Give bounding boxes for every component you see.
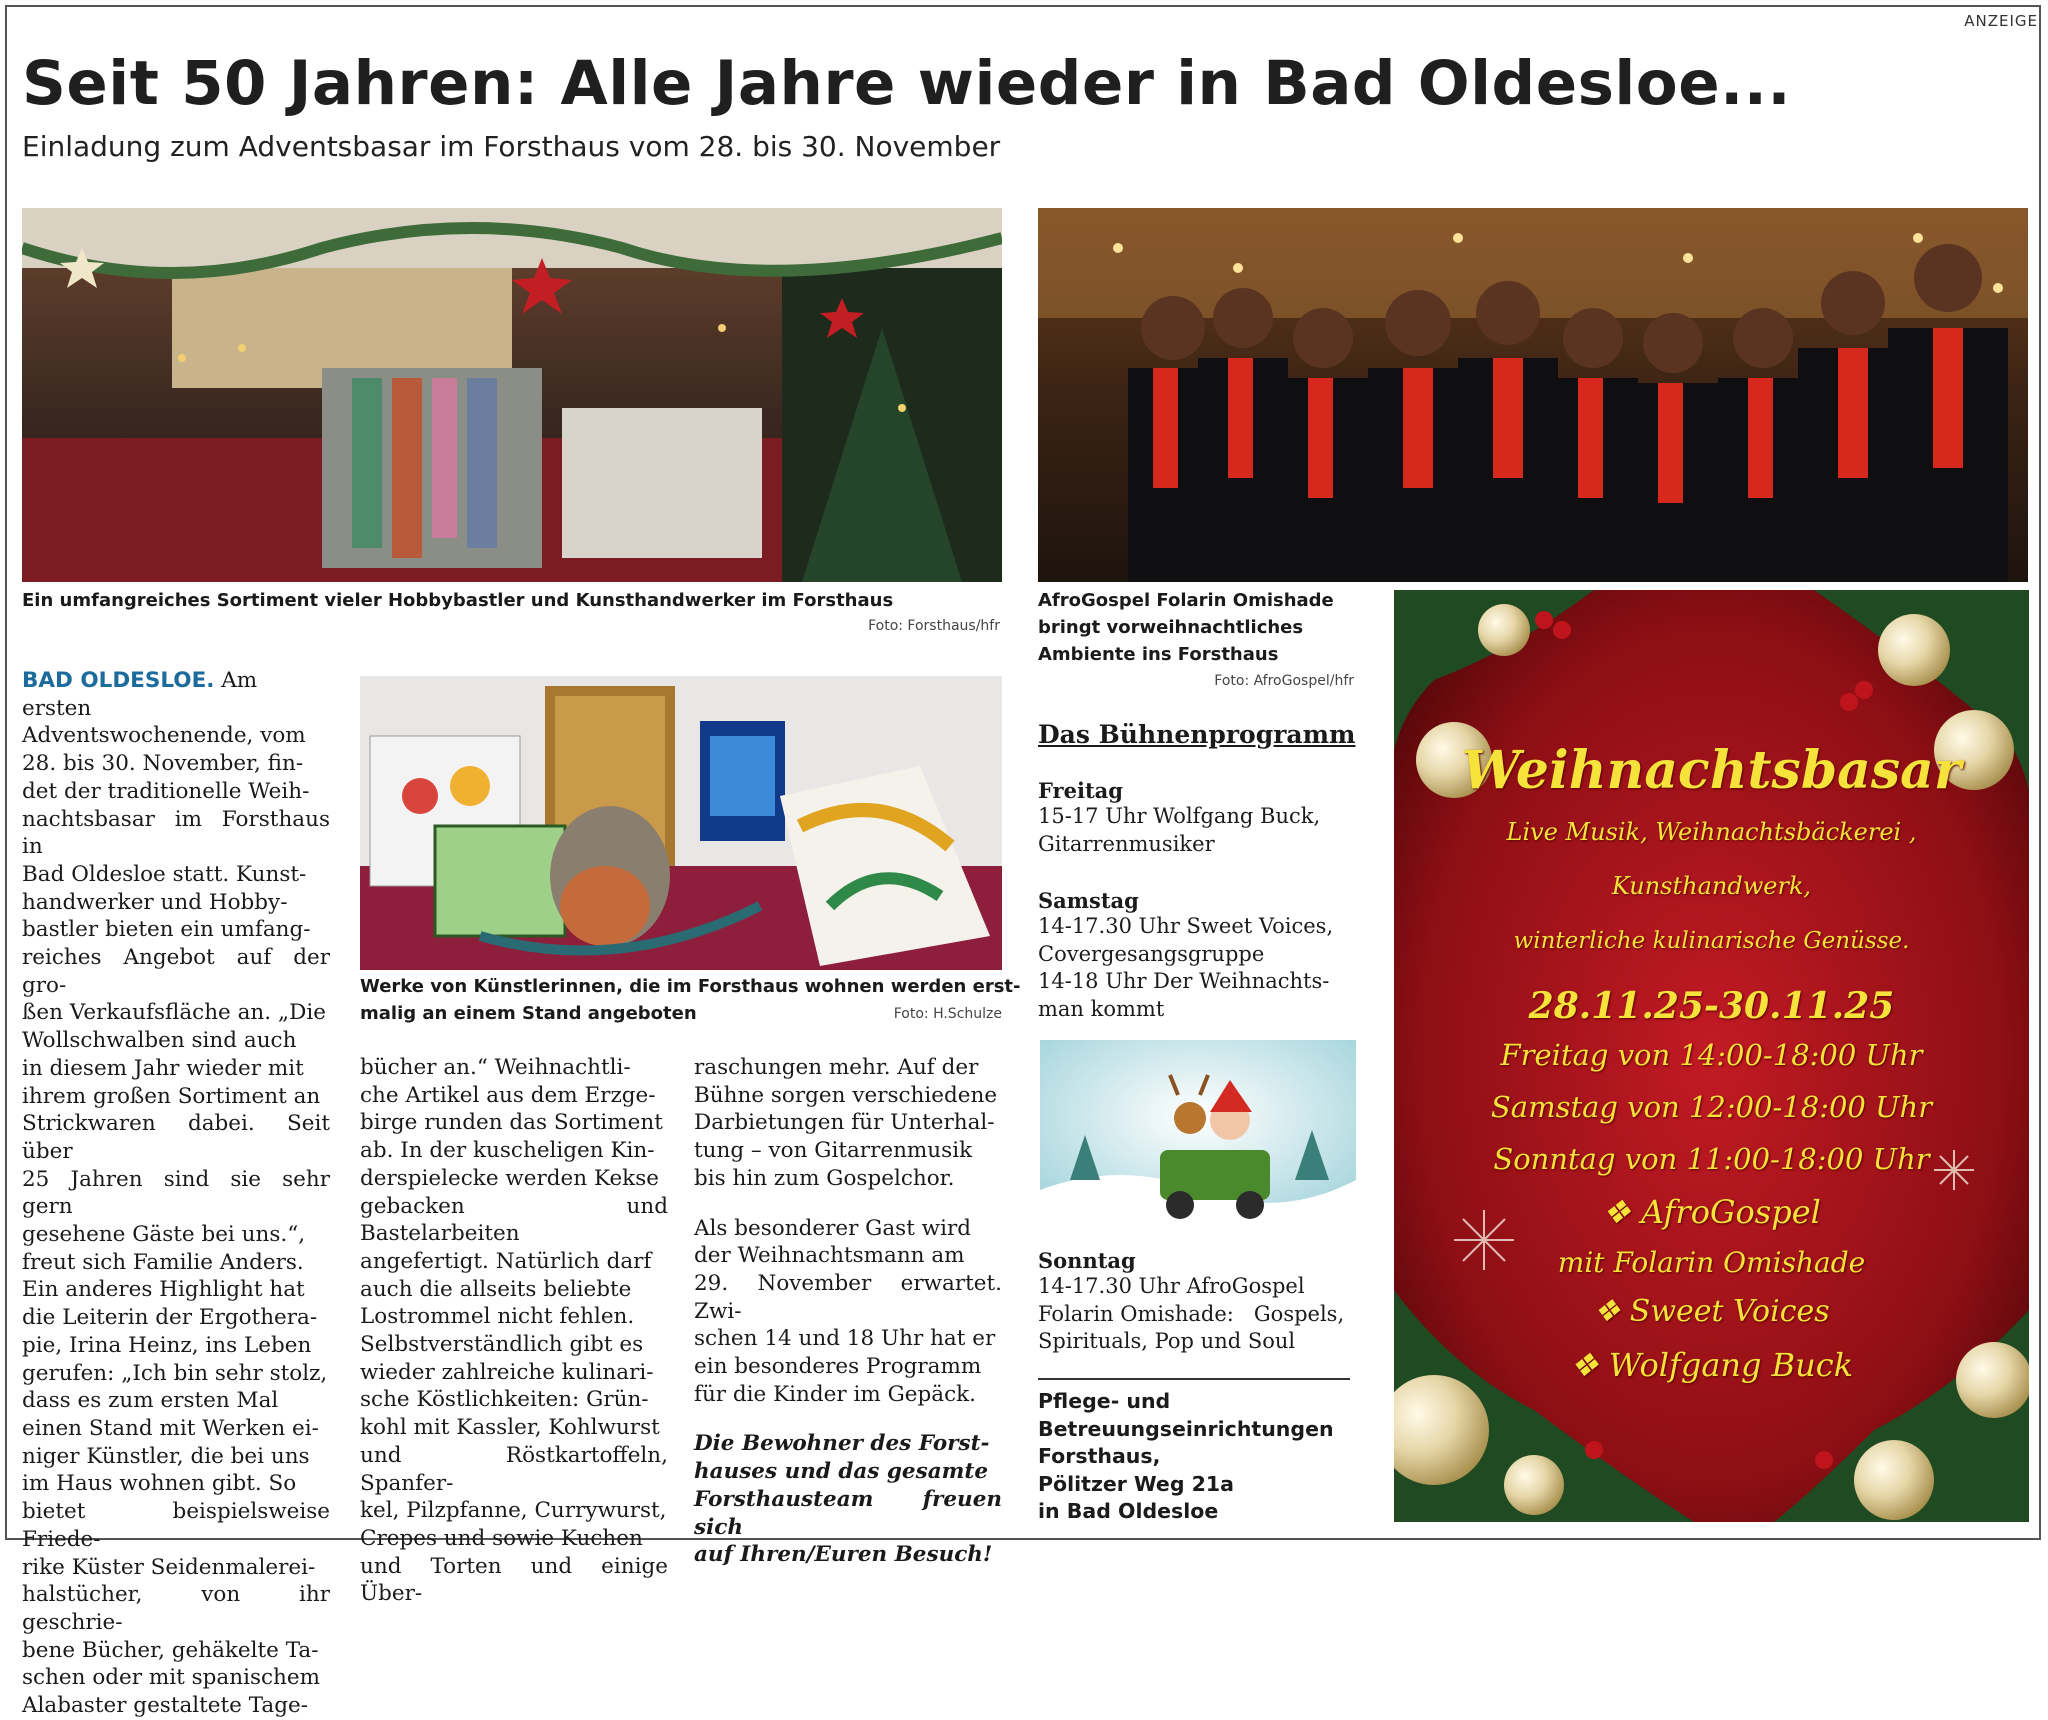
text-line: in diesem Jahr wieder mit [22,1055,304,1081]
address-line: Pölitzer Weg 21a [1038,1471,1235,1496]
text-line: angefertigt. Natürlich darf [360,1248,652,1274]
text-line: der Weihnachtsmann am [694,1243,965,1269]
poster-line: Kunsthandwerk, [1611,872,1812,900]
text-line: niger Künstler, die bei uns [22,1443,310,1469]
program-title: Das Bühnenprogramm [1038,720,1356,749]
market-credit: Foto: Forsthaus/hfr [868,618,1000,634]
text-line: und Torten und einige Über- [360,1553,668,1607]
article-column-3 [694,1054,1002,1569]
text-line: die Leiterin der Ergothera- [22,1305,318,1331]
text-line: bastler bieten ein umfang- [22,917,311,943]
program-day: Samstag [1038,888,1139,913]
diamond-bullet-icon: ❖ [1593,1294,1621,1329]
basar-poster [1394,590,2029,1522]
headline: Seit 50 Jahren: Alle Jahre wieder in Bad Oldesloe... [22,48,1792,119]
poster-hours: Samstag von 12:00-18:00 Uhr [1490,1090,1933,1124]
poster-act [1394,1193,2029,1231]
choir-caption-line: Ambiente ins Forsthaus [1038,644,1279,665]
program-day: Freitag [1038,778,1123,803]
text-line: 28. bis 30. November, fin- [22,751,304,777]
choir-caption [1038,587,1334,668]
text-line: handwerker und Hobby- [22,889,288,915]
text-line: det der traditionelle Weih- [22,778,310,804]
text-line: auf Ihren/Euren Besuch! [694,1542,993,1568]
program-line: Gitarrenmusiker [1038,831,1215,856]
text-line: ßen Verkaufsfläche an. „Die [22,1000,326,1026]
program-sunday [1038,1248,1358,1356]
text-line: Als besonderer Gast wird [694,1215,972,1241]
address-line: Pflege- und [1038,1389,1171,1413]
divider [1038,1378,1350,1380]
text-line: einen Stand mit Werken ei- [22,1415,319,1441]
crafts-caption-line: malig an einem Stand angeboten [360,1003,697,1024]
ad-label: ANZEIGE [1964,12,2038,30]
text-line: bietet beispielsweise Friede- [22,1499,330,1552]
poster-title: Weihnachtsbasar [1461,740,1962,801]
poster-act-name: Sweet Voices [1629,1294,1830,1329]
poster-act [1394,1294,2029,1329]
program-line: Covergesangsgruppe [1038,941,1265,966]
text-line: dass es zum ersten Mal [22,1388,279,1414]
text-line: Lostrommel nicht fehlen. [360,1304,635,1330]
choir-caption-line: bringt vorweihnachtliches [1038,617,1304,638]
program-line: 14-17.30 Uhr Sweet Voices, [1038,914,1334,938]
text-line: bis hin zum Gospelchor. [694,1165,955,1191]
poster-act-sub: mit Folarin Omishade [1557,1246,1866,1279]
text-line: bene Bücher, gehäkelte Ta- [22,1637,319,1663]
text-line: und Röstkartoffeln, Spanfer- [360,1442,668,1496]
santa-illustration [1040,1040,1356,1230]
choir-caption-line: AfroGospel Folarin Omishade [1038,590,1334,611]
program-day: Sonntag [1038,1248,1136,1273]
poster-line: Live Musik, Weihnachtsbäckerei , [1506,818,1917,846]
text-line: 25 Jahren sind sie sehr gern [22,1166,330,1220]
text-line: für die Kinder im Gepäck. [694,1381,976,1407]
crafts-photo [360,676,1002,970]
crafts-caption-line: Werke von Künstlerinnen, die im Forsthaus wohnen werden erst- [360,976,1021,997]
text-line: Selbstverständlich gibt es [360,1332,644,1358]
program-line: 14-18 Uhr Der Weihnachts- [1038,969,1330,993]
text-line: Crepes und sowie Kuchen [360,1525,643,1551]
text-line: Strickwaren dabei. Seit über [22,1111,330,1164]
text-line: auch die allseits beliebte [360,1276,632,1302]
text-line: Die Bewohner des Forst- [694,1431,990,1457]
address-line: Forsthaus, [1038,1444,1161,1468]
poster-line: winterliche kulinarische Genüsse. [1513,928,1910,954]
text-line: sche Köstlichkeiten: Grün- [360,1387,649,1413]
choir-photo [1038,208,2028,582]
diamond-bullet-icon: ❖ [1602,1193,1631,1231]
diamond-bullet-icon: ❖ [1569,1346,1599,1384]
text-line: Ein anderes Highlight hat [22,1277,305,1303]
text-line: halstücher, von ihr geschrie- [22,1582,330,1635]
text-line: schen 14 und 18 Uhr hat er [694,1326,996,1352]
text-line: im Haus wohnen gibt. So [22,1471,297,1497]
text-line: Darbietungen für Unterhal- [694,1110,995,1136]
subheadline: Einladung zum Adventsbasar im Forsthaus vom 28. bis 30. November [22,130,1001,163]
program-line: Folarin Omishade: Gospels, [1038,1301,1345,1326]
address-block [1038,1388,1358,1526]
program-line: Spirituals, Pop und Soul [1038,1329,1296,1353]
text-line: Forsthausteam freuen sich [694,1486,1002,1540]
text-line: raschungen mehr. Auf der [694,1055,979,1080]
program-line: man kommt [1038,996,1165,1021]
poster-act-name: Wolfgang Buck [1608,1346,1854,1384]
poster-act [1394,1346,2029,1384]
text-line: rike Küster Seidenmalerei- [22,1554,316,1580]
text-line: kohl mit Kassler, Kohlwurst [360,1415,660,1441]
text-line: bücher an.“ Weihnachtli- [360,1055,631,1080]
text-line: gebacken und Bastelarbeiten [360,1193,668,1247]
poster-hours: Freitag von 14:00-18:00 Uhr [1500,1038,1923,1072]
text-line: Alabaster gestaltete Tage- [22,1693,308,1719]
text-line: reiches Angebot auf der gro- [22,945,330,998]
text-line: wieder zahlreiche kulinari- [360,1359,654,1385]
poster-hours: Sonntag von 11:00-18:00 Uhr [1493,1142,1930,1176]
text-line: gesehene Gäste bei uns.“, [22,1222,306,1248]
text-line: Bad Oldesloe statt. Kunst- [22,861,307,887]
text-line: 29. November erwartet. Zwi- [694,1270,1002,1324]
text-line: kel, Pilzpfanne, Currywurst, [360,1498,667,1524]
text-line: Bühne sorgen verschiedene [694,1082,998,1108]
program-line: 15-17 Uhr Wolfgang Buck, [1038,804,1321,828]
text-line: Adventswochenende, vom [22,723,306,749]
poster-dates: 28.11.25-30.11.25 [1528,985,1895,1027]
address-line: Betreuungseinrichtungen [1038,1416,1334,1441]
text-line: hauses und das gesamte [694,1459,989,1485]
text-line: nachtsbasar im Forsthaus in [22,806,330,860]
text-line: tung – von Gitarrenmusik [694,1138,973,1164]
text-line: gerufen: „Ich bin sehr stolz, [22,1360,328,1386]
text-line: birge runden das Sortiment [360,1110,663,1136]
text-line: schen oder mit spanischem [22,1665,320,1691]
text-line: ab. In der kuscheligen Kin- [360,1138,655,1164]
program-friday [1038,778,1358,858]
text-line: ihrem großen Sortiment an [22,1083,321,1109]
market-photo [22,208,1002,582]
text-line: derspielecke werden Kekse [360,1165,659,1191]
market-caption: Ein umfangreiches Sortiment vieler Hobbybastler und Kunsthandwerker im Forsthaus [22,590,894,611]
text-line: freut sich Familie Anders. [22,1249,304,1275]
text-line: Am ersten [22,668,258,721]
text-line: Wollschwalben sind auch [22,1028,297,1054]
crafts-credit: Foto: H.Schulze [893,1006,1002,1022]
program-saturday [1038,888,1358,1023]
choir-credit: Foto: AfroGospel/hfr [1214,673,1354,689]
article-column-2 [360,1054,668,1608]
poster-act-name: AfroGospel [1641,1193,1821,1231]
article-column-1 [22,667,330,1720]
program-line: 14-17.30 Uhr AfroGospel [1038,1274,1305,1298]
text-line: che Artikel aus dem Erzge- [360,1082,656,1108]
address-line: in Bad Oldesloe [1038,1499,1219,1523]
text-line: pie, Irina Heinz, ins Leben [22,1332,312,1358]
dateline: BAD OLDESLOE. [22,668,215,693]
text-line: ein besonderes Programm [694,1354,982,1380]
